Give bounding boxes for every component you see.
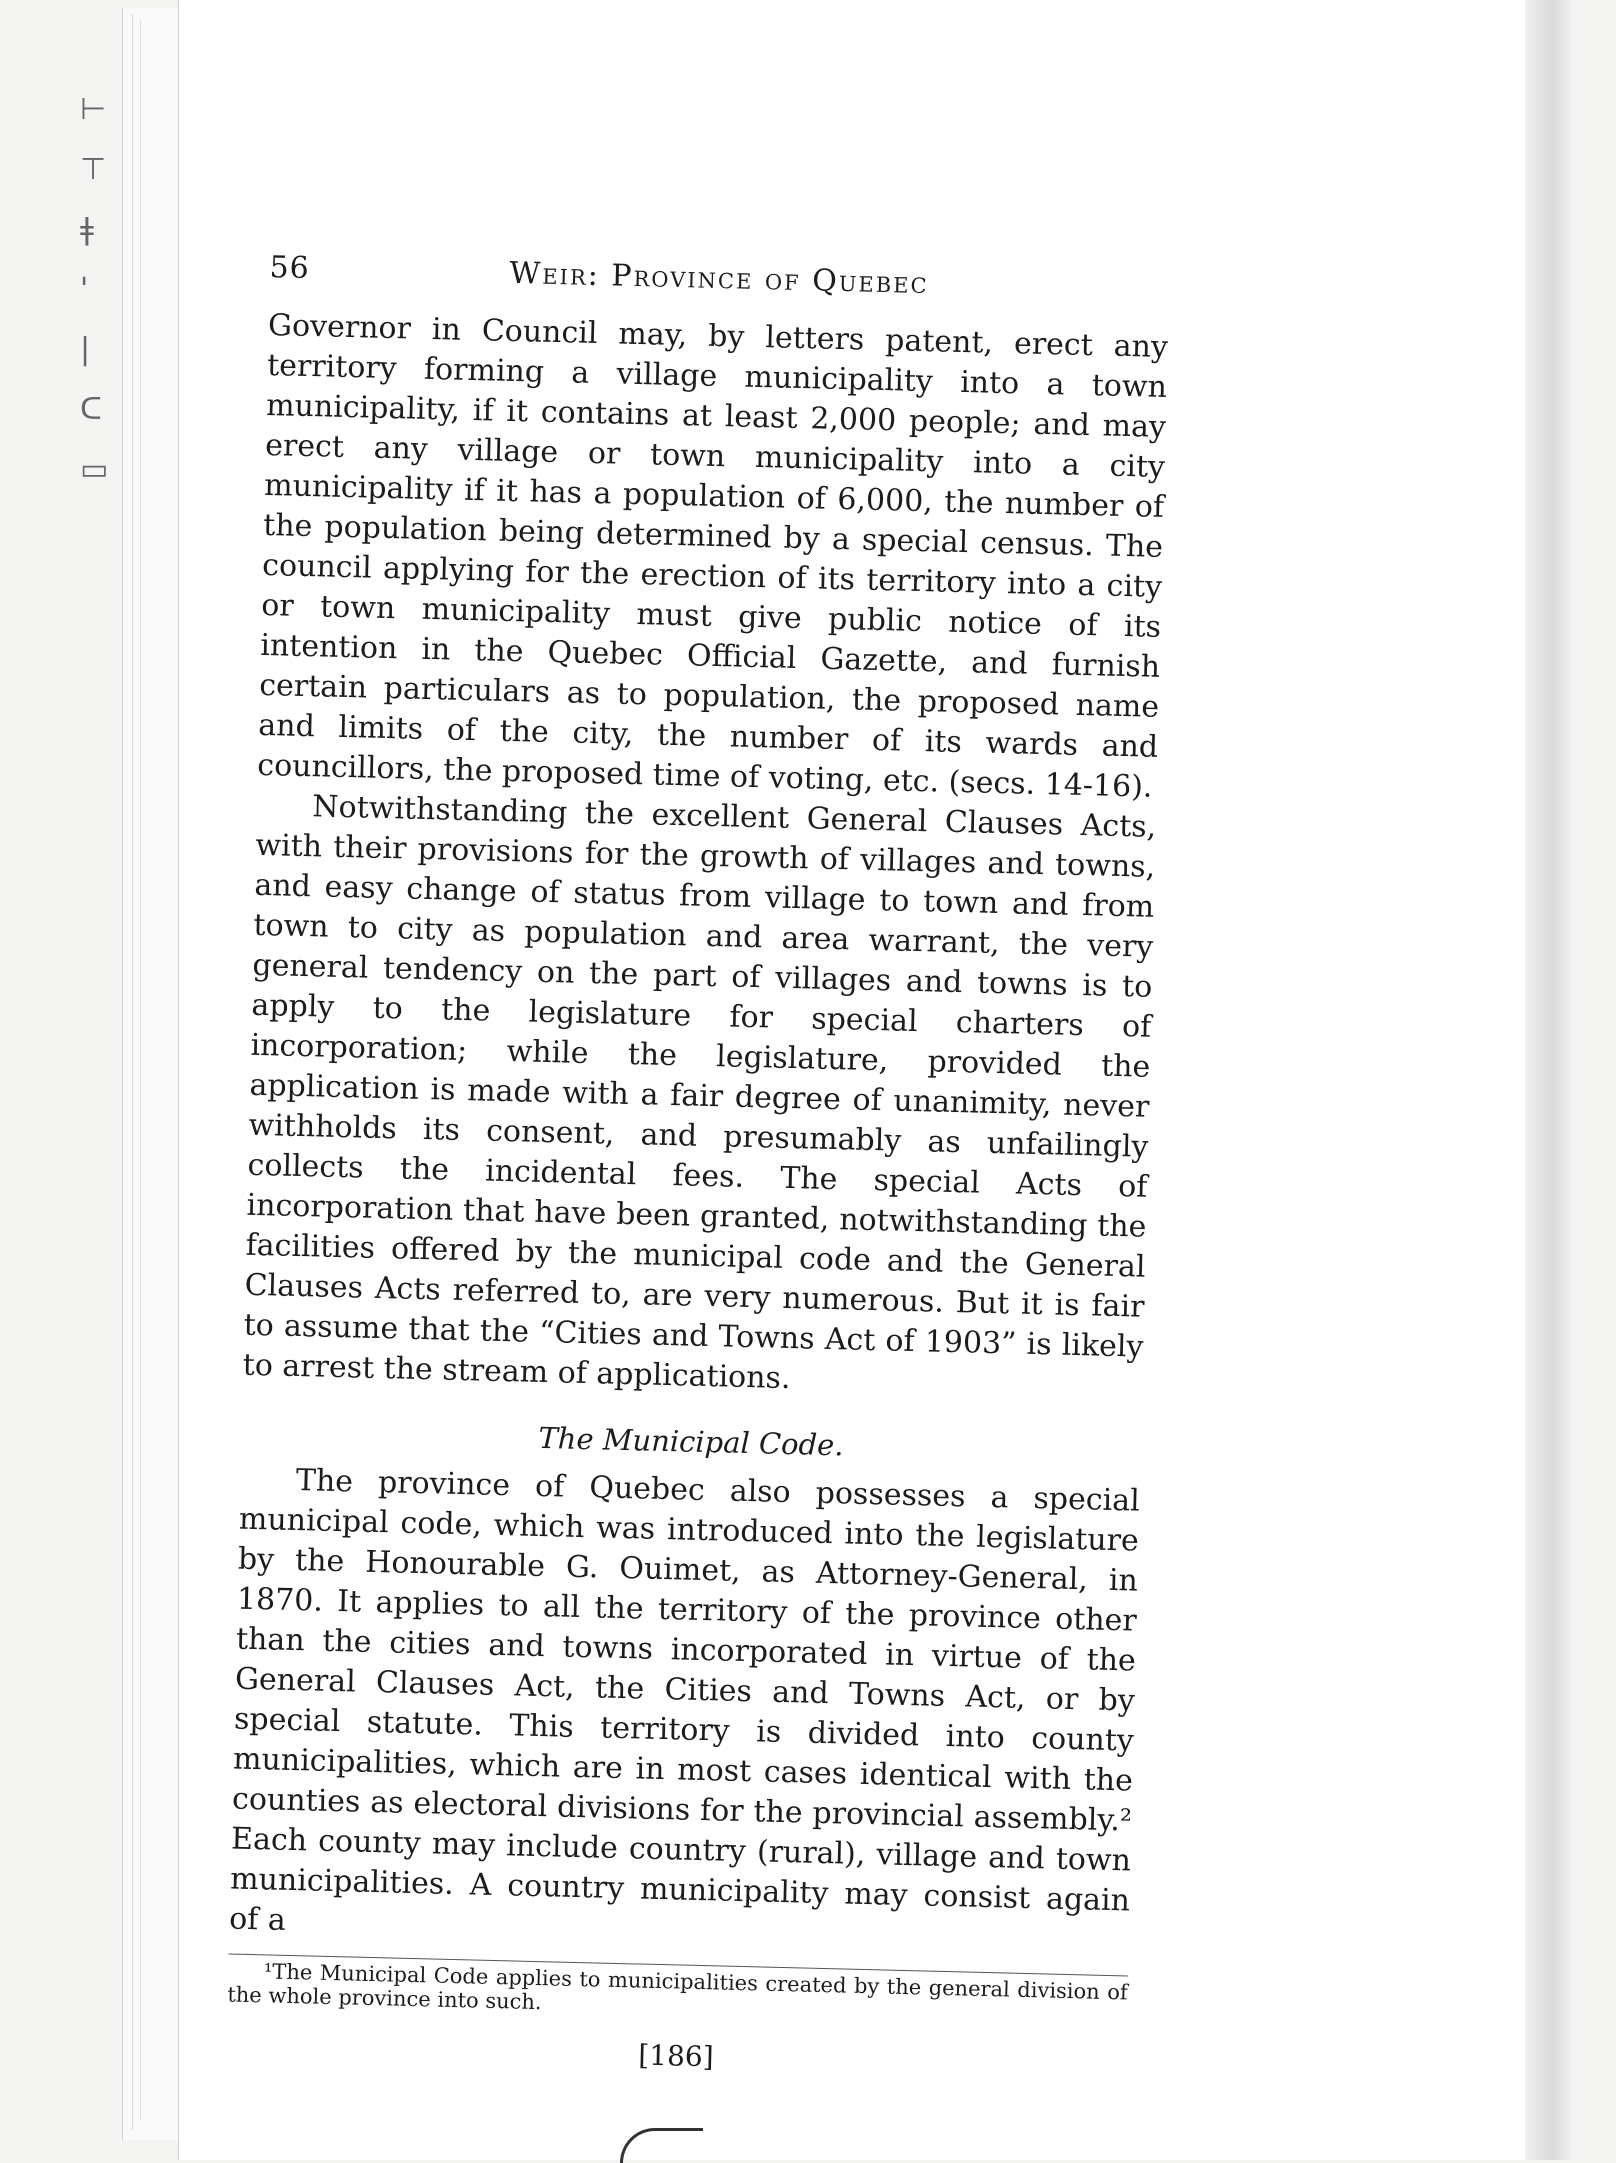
section-heading: The Municipal Code. <box>538 1420 844 1463</box>
page-number: 56 <box>269 250 311 286</box>
paragraph-3: The province of Quebec also possesses a special municipal code, which was introduced into the legislature by the Honourable G. Ouimet, as Attorney-General, in 1870. It applies to all the territory of the province other than the cities and towns incorporated in virtue of the General Clauses Act, the Cities and Towns Act, or by special statute. This territory is divided into county municipalities, which are in most cases identical with the counties as electoral divisions for the provincial assembly.² Each county may include country (rural), village and town municipalities. A country municipality may consist again of a <box>228 1463 1141 1938</box>
margin-marks: ⊢ ⊤ ǂ ' | ᑕ ▭ <box>80 92 109 487</box>
spine-shadow <box>1525 0 1571 2160</box>
running-title: Weir: Province of Quebec <box>509 255 930 302</box>
footnote: ¹The Municipal Code applies to municipalities created by the general division of the whole province into such. <box>227 1959 1128 2015</box>
folio: [186] <box>637 2038 715 2074</box>
page-edge <box>140 20 181 2120</box>
page-content <box>226 250 1170 2083</box>
paragraph-1: Governor in Council may, by letters patent, erect any territory forming a village municipality into a town municipality, if it contains at least 2,000 people; and may erect any village or town municipality into a city municipality if it has a population of 6,000, the number of the population being determined by a special census. The council applying for the erection of its territory into a city or town municipality must give public notice of its intention in the Quebec Official Gazette, and furnish certain particulars as to population, the proposed name and limits of the city, the number of its wards and councillors, the proposed time of voting, etc. (secs. 14-16). <box>256 307 1169 805</box>
paragraph-2: Notwithstanding the excellent General Clauses Acts, with their provisions for the growth of villages and towns, and easy change of status from village to town and from town to city as population and area warrant, the very general tendency on the part of villages and towns is to apply to the legislature for special charters of incorporation; while the legislature, provided the application is made with a fair degree of unanimity, never withholds its consent, and presumably as unfailingly collects the incidental fees. The special Acts of incorporation that have been granted, notwithstanding the facilities offered by the municipal code and the General Clauses Acts referred to, are very numerous. But it is fair to assume that the “Cities and Towns Act of 1903” is likely to arrest the stream of applications. <box>242 789 1157 1397</box>
